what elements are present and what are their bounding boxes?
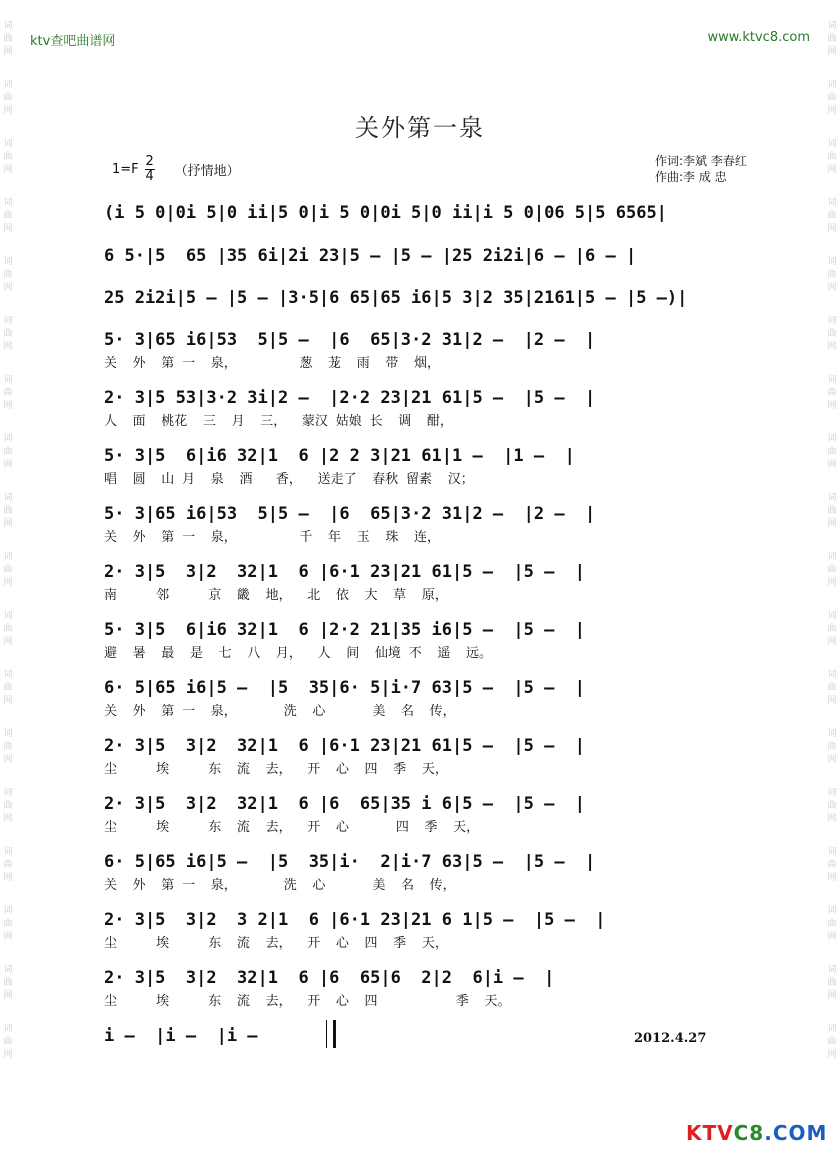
- watermark-char: 曲: [827, 1037, 837, 1047]
- watermark-char: 网: [827, 165, 837, 175]
- lyric-row: 尘 埃 东 流 去， 开 心 四 季 天，: [104, 936, 448, 951]
- watermark-char: 词: [827, 21, 837, 31]
- watermark-char: 词: [3, 21, 13, 31]
- ktvc8-logo[interactable]: KTVC8.COM: [686, 1121, 828, 1145]
- watermark-char: 曲: [3, 34, 13, 44]
- watermark-char: 网: [3, 755, 13, 765]
- lyric-row: 避 暑 最 是 七 八 月， 人 间 仙境 不 遥 远。: [104, 646, 493, 661]
- watermark-char: 曲: [827, 565, 837, 575]
- watermark-char: 曲: [827, 860, 837, 870]
- watermark-char: 网: [3, 283, 13, 293]
- watermark-char: 网: [827, 460, 837, 470]
- notation-row: 6· 5|65 i6|5 – |5 35|i· 2|i·7 63|5 – |5 – |: [104, 852, 596, 872]
- watermark-char: 词: [827, 375, 837, 385]
- watermark-char: 网: [827, 814, 837, 824]
- notation-row: 2· 3|5 3|2 32|1 6 |6·1 23|21 61|5 – |5 – |: [104, 736, 586, 756]
- watermark-char: 网: [3, 342, 13, 352]
- watermark-char: 曲: [3, 978, 13, 988]
- watermark-char: 网: [3, 637, 13, 647]
- watermark-char: 曲: [827, 270, 837, 280]
- site-url[interactable]: www.ktvc8.com: [707, 30, 810, 45]
- watermark-char: 网: [827, 519, 837, 529]
- watermark-char: 网: [827, 578, 837, 588]
- watermark-char: 词: [3, 434, 13, 444]
- watermark-char: 曲: [3, 388, 13, 398]
- notation-row: 2· 3|5 3|2 32|1 6 |6 65|6 2|2 6|i – |: [104, 968, 555, 988]
- watermark-char: 曲: [827, 978, 837, 988]
- watermark-char: 曲: [3, 447, 13, 457]
- watermark-char: 曲: [3, 919, 13, 929]
- right-watermark-strip: [824, 20, 840, 1082]
- watermark-char: 词: [3, 493, 13, 503]
- date: 2012.4.27: [634, 1031, 707, 1046]
- notation-row: 2· 3|5 3|2 32|1 6 |6 65|35 i 6|5 – |5 – |: [104, 794, 586, 814]
- score-line: [104, 559, 754, 605]
- watermark-char: 词: [827, 611, 837, 621]
- score-line: [104, 907, 754, 953]
- tempo-marking: （抒情地）: [174, 164, 240, 179]
- watermark-char: 词: [827, 316, 837, 326]
- watermark-char: 曲: [827, 329, 837, 339]
- composer: 作曲:李 成 忠: [655, 170, 727, 184]
- watermark-char: 词: [3, 375, 13, 385]
- watermark-char: 词: [3, 316, 13, 326]
- watermark-char: 曲: [3, 329, 13, 339]
- watermark-char: 网: [3, 401, 13, 411]
- notation-row: 2· 3|5 3|2 3 2|1 6 |6·1 23|21 6 1|5 – |5 – |: [104, 910, 606, 930]
- time-bottom: 4: [145, 169, 154, 184]
- watermark-char: 曲: [827, 919, 837, 929]
- watermark-char: 网: [827, 106, 837, 116]
- watermark-char: 词: [827, 493, 837, 503]
- watermark-char: 网: [827, 1050, 837, 1060]
- notation-row: 6· 5|65 i6|5 – |5 35|6· 5|i·7 63|5 – |5 – |: [104, 678, 586, 698]
- watermark-char: 词: [3, 80, 13, 90]
- watermark-char: 曲: [3, 683, 13, 693]
- watermark-char: 词: [827, 552, 837, 562]
- watermark-char: 曲: [3, 801, 13, 811]
- score-line: [104, 327, 754, 373]
- time-top: 2: [145, 154, 154, 169]
- watermark-char: 曲: [827, 624, 837, 634]
- notation-row: 2· 3|5 53|3·2 3i|2 – |2·2 23|21 61|5 – |5 – |: [104, 388, 596, 408]
- watermark-char: 词: [827, 80, 837, 90]
- watermark-char: 曲: [827, 801, 837, 811]
- score-line: [104, 200, 754, 246]
- watermark-char: 网: [827, 932, 837, 942]
- lyric-row: 关 外 第 一 泉， 洗 心 美 名 传，: [104, 878, 456, 893]
- lyric-row: 唱 圆 山 月 泉 酒 香， 送走了 春秋 留素 汉；: [104, 472, 474, 487]
- notation-row: 2· 3|5 3|2 32|1 6 |6·1 23|21 61|5 – |5 – |: [104, 562, 586, 582]
- watermark-char: 词: [3, 847, 13, 857]
- watermark-char: 网: [3, 696, 13, 706]
- watermark-char: 曲: [3, 152, 13, 162]
- notation-row: (i 5 0|0i 5|0 ii|5 0|i 5 0|0i 5|0 ii|i 5 0|06 5|5 6565|: [104, 203, 667, 223]
- watermark-char: 词: [827, 729, 837, 739]
- watermark-char: 曲: [3, 860, 13, 870]
- watermark-char: 曲: [827, 34, 837, 44]
- watermark-char: 曲: [3, 742, 13, 752]
- watermark-char: 网: [3, 460, 13, 470]
- watermark-char: 网: [827, 873, 837, 883]
- watermark-char: 曲: [827, 683, 837, 693]
- score-line: [104, 849, 754, 895]
- watermark-char: 词: [827, 198, 837, 208]
- score-line: [104, 385, 754, 431]
- key-label: 1=F: [112, 162, 139, 177]
- lyric-row: 尘 埃 东 流 去， 开 心 四 季 天。: [104, 994, 511, 1009]
- notation-row: 6 5·|5 65 |35 6i|2i 23|5 – |5 – |25 2i2i|6 – |6 – |: [104, 246, 637, 266]
- song-title: 关外第一泉: [355, 114, 485, 142]
- watermark-char: 网: [3, 578, 13, 588]
- watermark-char: 网: [827, 283, 837, 293]
- watermark-char: 网: [3, 932, 13, 942]
- lyricist: 作词:李斌 李春红: [655, 154, 747, 168]
- watermark-char: 网: [3, 106, 13, 116]
- watermark-char: 网: [827, 224, 837, 234]
- notation-row: 5· 3|5 6|i6 32|1 6 |2·2 21|35 i6|5 – |5 – |: [104, 620, 586, 640]
- watermark-char: 词: [3, 1024, 13, 1034]
- score-line: [104, 733, 754, 779]
- watermark-char: 网: [3, 991, 13, 1001]
- notation-row: 5· 3|65 i6|53 5|5 – |6 65|3·2 31|2 – |2 – |: [104, 330, 596, 350]
- watermark-char: 词: [3, 729, 13, 739]
- watermark-char: 词: [827, 670, 837, 680]
- lyric-row: 人 面 桃花 三 月 三， 蒙汉 姑娘 长 调 酣，: [104, 414, 453, 429]
- left-watermark-strip: [0, 20, 16, 1082]
- watermark-char: 词: [827, 257, 837, 267]
- watermark-char: 曲: [3, 1037, 13, 1047]
- score-line: [104, 285, 754, 331]
- watermark-char: 词: [3, 906, 13, 916]
- watermark-char: 网: [3, 47, 13, 57]
- watermark-char: 词: [3, 788, 13, 798]
- watermark-char: 网: [827, 696, 837, 706]
- watermark-char: 词: [3, 965, 13, 975]
- watermark-char: 词: [3, 670, 13, 680]
- key-signature: [112, 155, 240, 184]
- credits: [655, 153, 747, 185]
- watermark-char: 曲: [3, 270, 13, 280]
- score-line: [104, 443, 754, 489]
- notation-row: i – |i – |i –: [104, 1026, 278, 1046]
- watermark-char: 词: [827, 788, 837, 798]
- watermark-char: 网: [827, 755, 837, 765]
- time-signature: [145, 155, 155, 184]
- watermark-char: 词: [827, 847, 837, 857]
- watermark-char: 曲: [827, 93, 837, 103]
- notation-row: 5· 3|65 i6|53 5|5 – |6 65|3·2 31|2 – |2 – |: [104, 504, 596, 524]
- watermark-char: 曲: [827, 742, 837, 752]
- watermark-char: 网: [3, 873, 13, 883]
- lyric-row: 关 外 第 一 泉， 洗 心 美 名 传，: [104, 704, 456, 719]
- watermark-char: 曲: [827, 506, 837, 516]
- watermark-char: 词: [827, 1024, 837, 1034]
- score-line: [104, 791, 754, 837]
- watermark-char: 网: [827, 47, 837, 57]
- score-line: [104, 675, 754, 721]
- watermark-char: 网: [3, 814, 13, 824]
- lyric-row: 尘 埃 东 流 去， 开 心 四 季 天，: [104, 820, 480, 835]
- score-line: [104, 1023, 754, 1069]
- watermark-char: 词: [3, 198, 13, 208]
- watermark-char: 词: [3, 611, 13, 621]
- watermark-char: 词: [827, 139, 837, 149]
- watermark-char: 曲: [3, 93, 13, 103]
- watermark-char: 曲: [827, 388, 837, 398]
- score-line: [104, 501, 754, 547]
- score-line: [104, 965, 754, 1011]
- watermark-char: 词: [827, 965, 837, 975]
- lyric-row: 关 外 第 一 泉， 葱 茏 雨 带 烟，: [104, 356, 441, 371]
- watermark-char: 网: [827, 637, 837, 647]
- watermark-char: 曲: [827, 152, 837, 162]
- watermark-char: 网: [827, 991, 837, 1001]
- watermark-char: 曲: [827, 211, 837, 221]
- watermark-char: 词: [3, 139, 13, 149]
- watermark-char: 网: [3, 1050, 13, 1060]
- watermark-char: 网: [827, 342, 837, 352]
- lyric-row: [104, 1051, 754, 1069]
- watermark-char: 曲: [3, 624, 13, 634]
- lyric-row: 关 外 第 一 泉， 千 年 玉 珠 连，: [104, 530, 441, 545]
- score-line: [104, 243, 754, 289]
- watermark-char: 网: [827, 401, 837, 411]
- watermark-char: 词: [827, 906, 837, 916]
- score-line: [104, 617, 754, 663]
- lyric-row: 南 邻 京 畿 地， 北 依 大 草 原，: [104, 588, 448, 603]
- lyric-row: 尘 埃 东 流 去， 开 心 四 季 天，: [104, 762, 448, 777]
- watermark-char: 曲: [3, 211, 13, 221]
- watermark-char: 词: [3, 257, 13, 267]
- watermark-char: 词: [3, 552, 13, 562]
- watermark-char: 网: [3, 224, 13, 234]
- watermark-char: 词: [827, 434, 837, 444]
- final-barline: [326, 1020, 336, 1048]
- watermark-char: 曲: [827, 447, 837, 457]
- watermark-char: 网: [3, 165, 13, 175]
- watermark-char: 网: [3, 519, 13, 529]
- site-name[interactable]: ktv查吧曲谱网: [30, 34, 116, 49]
- watermark-char: 曲: [3, 565, 13, 575]
- notation-row: 25 2i2i|5 – |5 – |3·5|6 65|65 i6|5 3|2 35|2161|5 – |5 –)|: [104, 288, 688, 308]
- notation-row: 5· 3|5 6|i6 32|1 6 |2 2 3|21 61|1 – |1 – |: [104, 446, 575, 466]
- watermark-char: 曲: [3, 506, 13, 516]
